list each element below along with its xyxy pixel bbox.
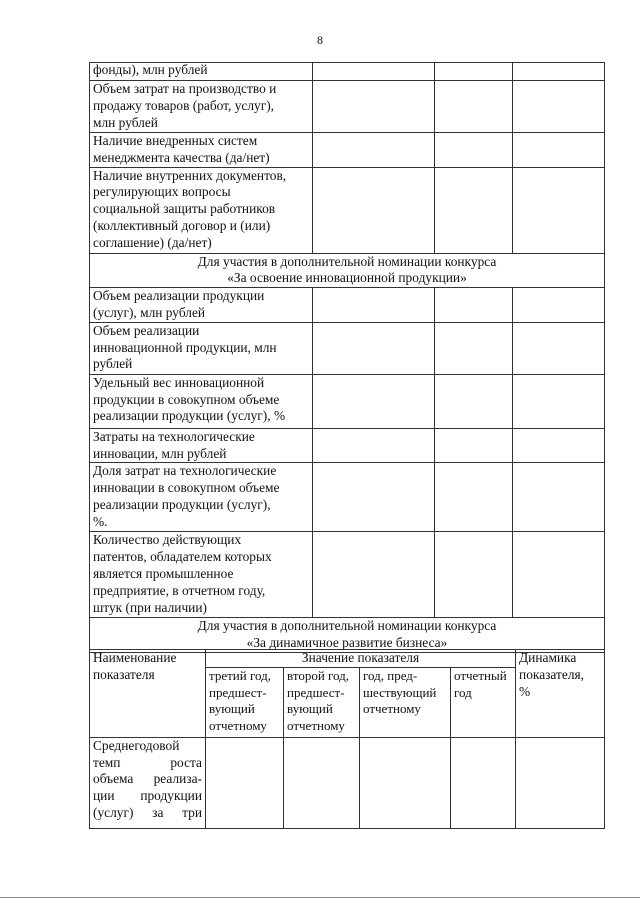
table-row [90, 288, 605, 323]
value-cell[interactable] [513, 532, 605, 618]
row-label: Наличие внутренних документов, регулирующих вопросы социальной защиты работников (коллективный договор и (или) соглашение) (да/нет) [90, 167, 313, 253]
subcolumn-header: третий год, предшест- вующий отчетному [206, 667, 284, 737]
value-cell[interactable] [313, 288, 435, 323]
value-cell[interactable] [313, 133, 435, 168]
section-header-row [90, 618, 605, 653]
subcolumn-header: второй год, предшест- вующий отчетному [284, 667, 360, 737]
value-cell[interactable] [313, 463, 435, 532]
value-cell[interactable] [435, 463, 513, 532]
value-cell[interactable] [360, 737, 451, 828]
table-row [90, 737, 605, 828]
value-cell[interactable] [435, 133, 513, 168]
value-cell[interactable] [513, 63, 605, 81]
value-cell[interactable] [435, 374, 513, 428]
value-cell[interactable] [451, 737, 516, 828]
value-cell[interactable] [435, 288, 513, 323]
subcolumn-header: год, пред- шествующий отчетному [360, 667, 451, 737]
value-cell[interactable] [435, 81, 513, 133]
value-cell[interactable] [435, 63, 513, 81]
section-innovation-title: Для участия в дополнительной номинации конкурса «За освоение инновационной продукции» [90, 253, 605, 288]
value-cell[interactable] [513, 288, 605, 323]
table-row [90, 81, 605, 133]
value-cell[interactable] [513, 374, 605, 428]
page-bottom-edge [0, 897, 640, 898]
row-label-line: (услуг) за три [93, 804, 202, 820]
page-number: 8 [317, 33, 323, 47]
value-cell[interactable] [513, 167, 605, 253]
row-label-line: ции продукции [93, 788, 202, 804]
row-label-line: Среднегодовой [93, 737, 180, 753]
row-label: фонды), млн рублей [90, 63, 313, 81]
value-cell[interactable] [313, 374, 435, 428]
value-cell[interactable] [513, 81, 605, 133]
row-label [90, 737, 206, 828]
row-label: Объем реализации инновационной продукции, млн рублей [90, 322, 313, 374]
table-header-row [90, 650, 605, 668]
column-header-dynamics: Динамика показателя, % [516, 650, 605, 738]
row-label: Наличие внедренных систем менеджмента качества (да/нет) [90, 133, 313, 168]
table-row [90, 322, 605, 374]
column-header-name: Наименование показателя [90, 650, 206, 738]
column-header-group: Значение показателя [206, 650, 516, 668]
value-cell[interactable] [516, 737, 605, 828]
row-label: Объем затрат на производство и продажу товаров (работ, услуг), млн рублей [90, 81, 313, 133]
value-cell[interactable] [435, 167, 513, 253]
row-label-line: объема реализа- [93, 771, 202, 787]
row-label: Доля затрат на технологические инновации в совокупном объеме реализации продукции (услуг), %. [90, 463, 313, 532]
value-cell[interactable] [513, 322, 605, 374]
table-row [90, 167, 605, 253]
section-header-row [90, 253, 605, 288]
table-row [90, 532, 605, 618]
value-cell[interactable] [313, 322, 435, 374]
value-cell[interactable] [206, 737, 284, 828]
row-label-line: темп роста [93, 754, 202, 770]
table-row [90, 133, 605, 168]
section-dynamic-title: Для участия в дополнительной номинации конкурса «За динамичное развитие бизнеса» [90, 618, 605, 653]
table-row [90, 463, 605, 532]
subcolumn-header: отчетный год [451, 667, 516, 737]
value-cell[interactable] [284, 737, 360, 828]
value-cell[interactable] [435, 532, 513, 618]
value-cell[interactable] [313, 532, 435, 618]
row-label: Удельный вес инновационной продукции в совокупном объеме реализации продукции (услуг), % [90, 374, 313, 428]
row-label: Объем реализации продукции (услуг), млн рублей [90, 288, 313, 323]
value-cell[interactable] [313, 63, 435, 81]
value-cell[interactable] [513, 463, 605, 532]
row-label: Затраты на технологические инновации, млн рублей [90, 428, 313, 463]
value-cell[interactable] [513, 133, 605, 168]
value-cell[interactable] [435, 428, 513, 463]
table-row [90, 428, 605, 463]
table-row [90, 63, 605, 81]
value-cell[interactable] [513, 428, 605, 463]
table-row [90, 374, 605, 428]
value-cell[interactable] [313, 167, 435, 253]
value-cell[interactable] [313, 81, 435, 133]
value-cell[interactable] [435, 322, 513, 374]
value-cell[interactable] [313, 428, 435, 463]
dynamic-table [89, 649, 605, 829]
row-label: Количество действующих патентов, обладателем которых является промышленное предприятие, в отчетном году, штук (при наличии) [90, 532, 313, 618]
indicators-table [89, 62, 605, 653]
